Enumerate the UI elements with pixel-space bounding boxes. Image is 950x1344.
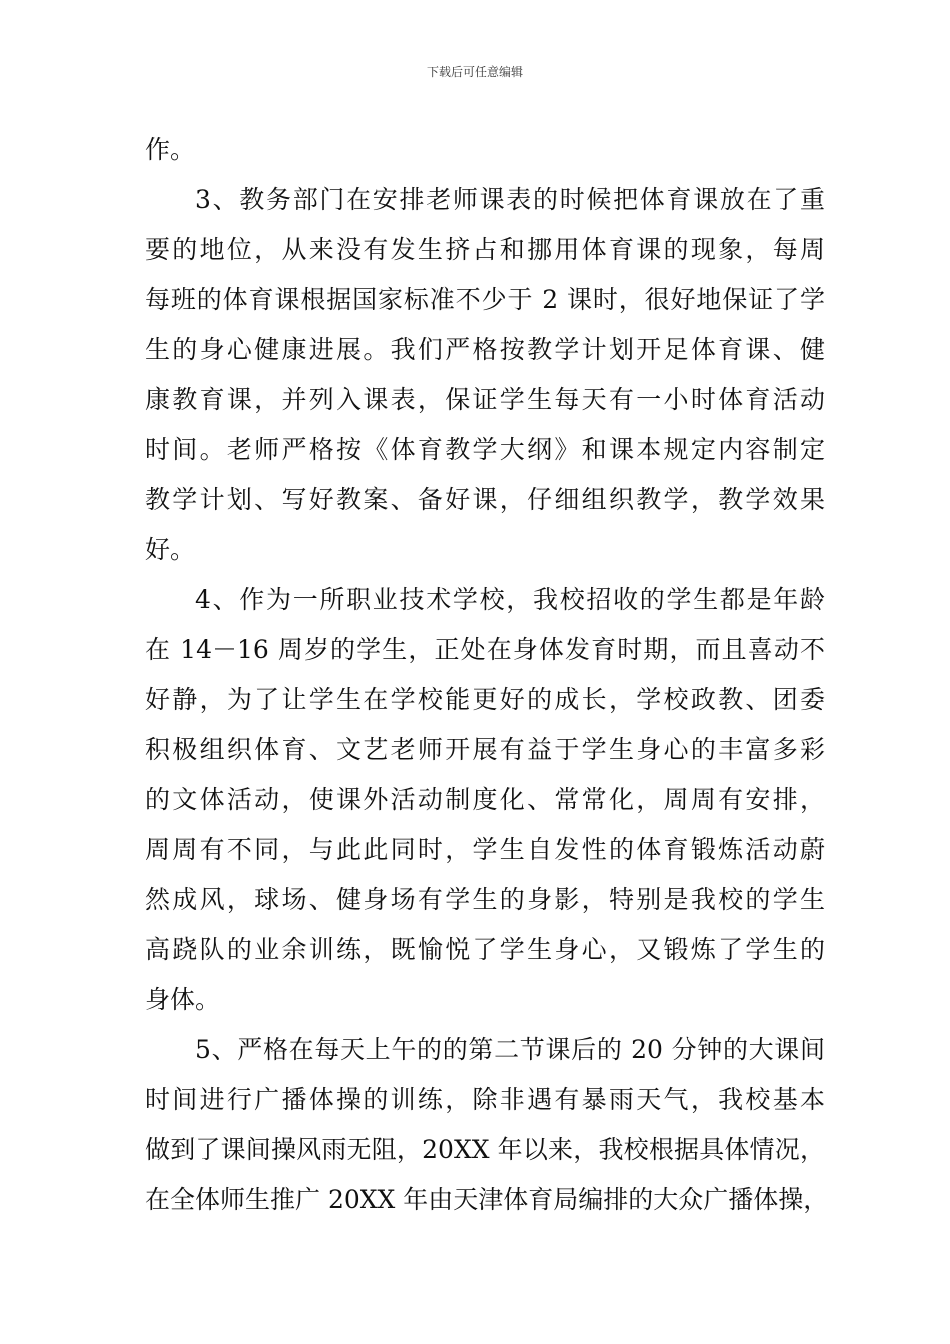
body-line: 在全体师生推广 20XX 年由天津体育局编排的大众广播体操， — [145, 1185, 829, 1214]
body-line: 的文体活动，使课外活动制度化、常常化，周周有安排， — [145, 785, 825, 814]
body-line: 好静，为了让学生在学校能更好的成长，学校政教、团委 — [145, 685, 825, 714]
body-line: 高跷队的业余训练，既愉悦了学生身心，又锻炼了学生的 — [145, 935, 825, 964]
body-line: 每班的体育课根据国家标准不少于 2 课时，很好地保证了学 — [145, 285, 825, 314]
body-line: 时间。老师严格按《体育教学大纲》和课本规定内容制定 — [145, 435, 825, 464]
page-header: 下载后可任意编辑 — [426, 65, 523, 79]
body-line: 3、教务部门在安排老师课表的时候把体育课放在了重 — [195, 185, 825, 214]
body-line: 作。 — [145, 135, 196, 164]
body-line: 在 14－16 周岁的学生，正处在身体发育时期，而且喜动不 — [145, 635, 825, 664]
body-line: 做到了课间操风雨无阻，20XX 年以来，我校根据具体情况， — [145, 1135, 825, 1164]
body-line: 好。 — [145, 535, 196, 564]
body-line: 4、作为一所职业技术学校，我校招收的学生都是年龄 — [195, 585, 825, 614]
body-line: 周周有不同，与此此同时，学生自发性的体育锻炼活动蔚 — [145, 835, 825, 864]
body-line: 教学计划、写好教案、备好课，仔细组织教学，教学效果 — [145, 485, 825, 514]
body-line: 康教育课，并列入课表，保证学生每天有一小时体育活动 — [145, 385, 825, 414]
body-line: 积极组织体育、文艺老师开展有益于学生身心的丰富多彩 — [145, 735, 825, 764]
body-line: 5、严格在每天上午的的第二节课后的 20 分钟的大课间 — [195, 1035, 825, 1064]
body-line: 然成风，球场、健身场有学生的身影，特别是我校的学生 — [145, 885, 825, 914]
body-line: 身体。 — [145, 985, 221, 1014]
body-line: 要的地位，从来没有发生挤占和挪用体育课的现象，每周 — [145, 235, 825, 264]
body-line: 生的身心健康进展。我们严格按教学计划开足体育课、健 — [145, 335, 825, 364]
body-line: 时间进行广播体操的训练，除非遇有暴雨天气，我校基本 — [145, 1085, 825, 1114]
